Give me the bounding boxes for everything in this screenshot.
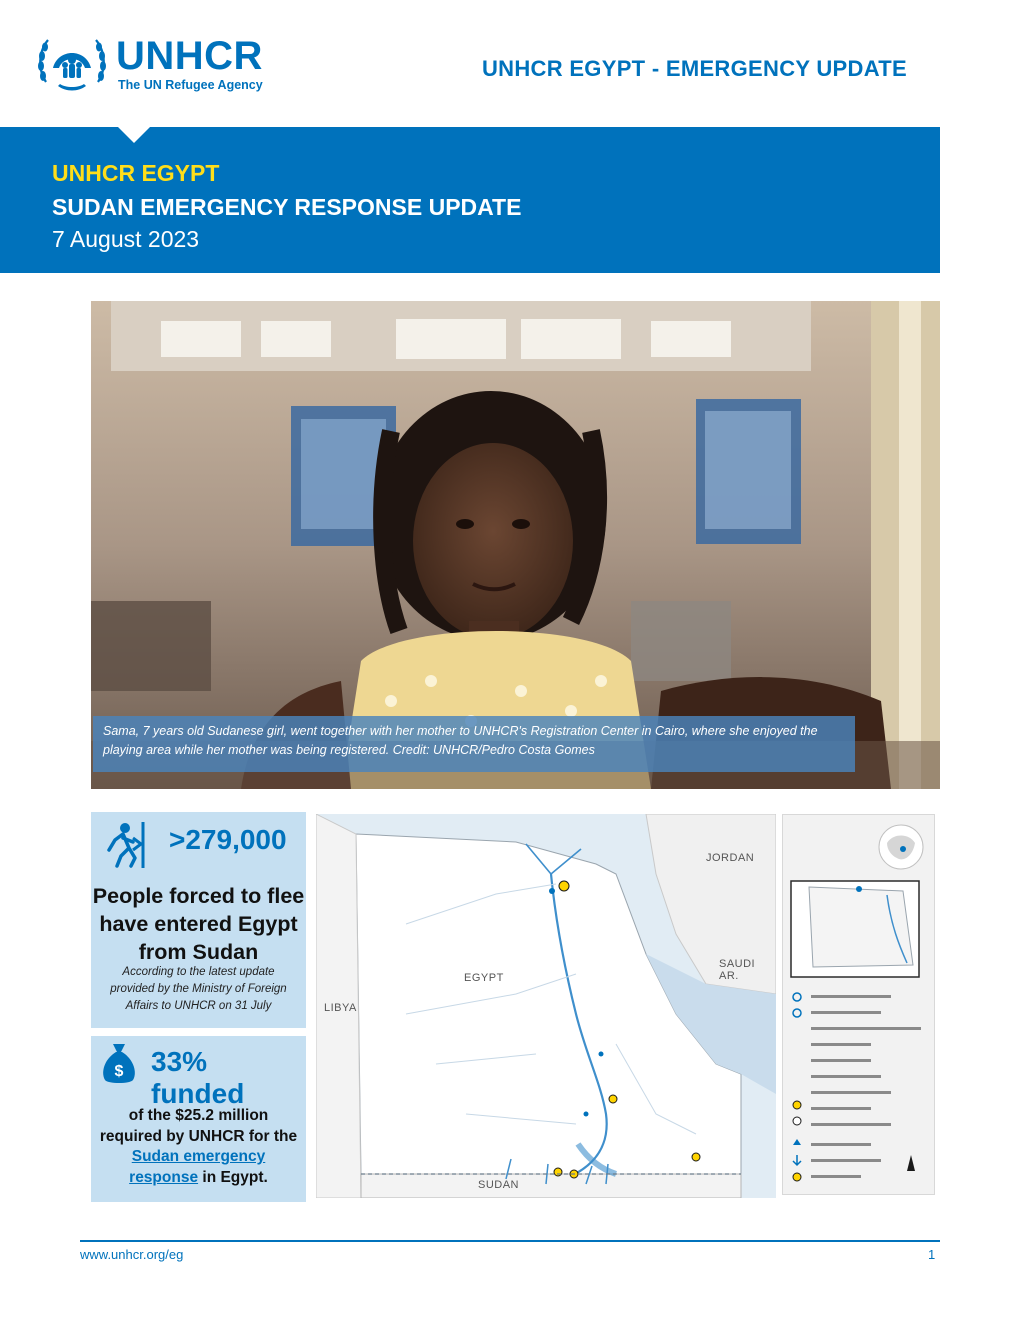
unhcr-logo <box>36 32 296 98</box>
stat-arrivals-note: According to the latest update provided by the Ministry of Foreign Affairs to UNHCR on 31 July <box>110 966 287 1012</box>
map-legend-panel <box>782 814 935 1195</box>
page-number: 1 <box>928 1247 936 1262</box>
footer-divider <box>80 1240 940 1242</box>
photo-caption: Sama, 7 years old Sudanese girl, went together with her mother to UNHCR's Registration Center in Cairo, where she enjoyed the playing area while her mother was being registered. Credit: UNHCR/Pedro Costa Gomes <box>93 716 855 772</box>
egypt-response-map <box>316 814 776 1198</box>
sudan-emergency-response-link[interactable]: Sudan emergency response <box>129 1148 266 1186</box>
stat-card-arrivals <box>91 812 306 1028</box>
funding-body-suffix: in Egypt. <box>202 1168 268 1186</box>
person-fleeing-icon <box>103 820 153 870</box>
report-title: SUDAN EMERGENCY RESPONSE UPDATE <box>52 194 522 220</box>
footer-website-link[interactable]: www.unhcr.org/eg <box>80 1247 184 1262</box>
stat-funding-value: 33% funded <box>151 1046 245 1109</box>
map-label-jordan: JORDAN <box>706 852 755 864</box>
unhcr-emblem-icon <box>36 32 108 94</box>
logo-tagline: The UN Refugee Agency <box>118 78 263 92</box>
map-legend-graphic <box>783 815 935 1195</box>
banner-notch <box>118 127 150 143</box>
funding-body-prefix: of the $25.2 million required by UNHCR for the <box>99 1107 298 1145</box>
map-label-saudi: SAUDI AR. <box>719 958 756 982</box>
document-header-title: UNHCR EGYPT - EMERGENCY UPDATE <box>481 56 907 81</box>
stat-card-funding <box>91 1036 306 1202</box>
map-graphic <box>316 814 776 1198</box>
stat-arrivals-headline: People forced to flee have entered Egypt from Sudan <box>92 884 305 964</box>
report-date: 7 August 2023 <box>52 226 200 252</box>
stat-arrivals-value: >279,000 <box>169 824 287 855</box>
svg-text:$: $ <box>114 1063 124 1080</box>
banner-kicker: UNHCR EGYPT <box>52 160 220 186</box>
logo-wordmark: UNHCR <box>116 34 263 78</box>
map-label-sudan: SUDAN <box>478 1179 520 1191</box>
money-bag-icon <box>101 1040 137 1086</box>
map-label-egypt: EGYPT <box>464 972 504 984</box>
stat-funding-body <box>99 1106 298 1188</box>
map-label-libya: LIBYA <box>324 1002 357 1014</box>
